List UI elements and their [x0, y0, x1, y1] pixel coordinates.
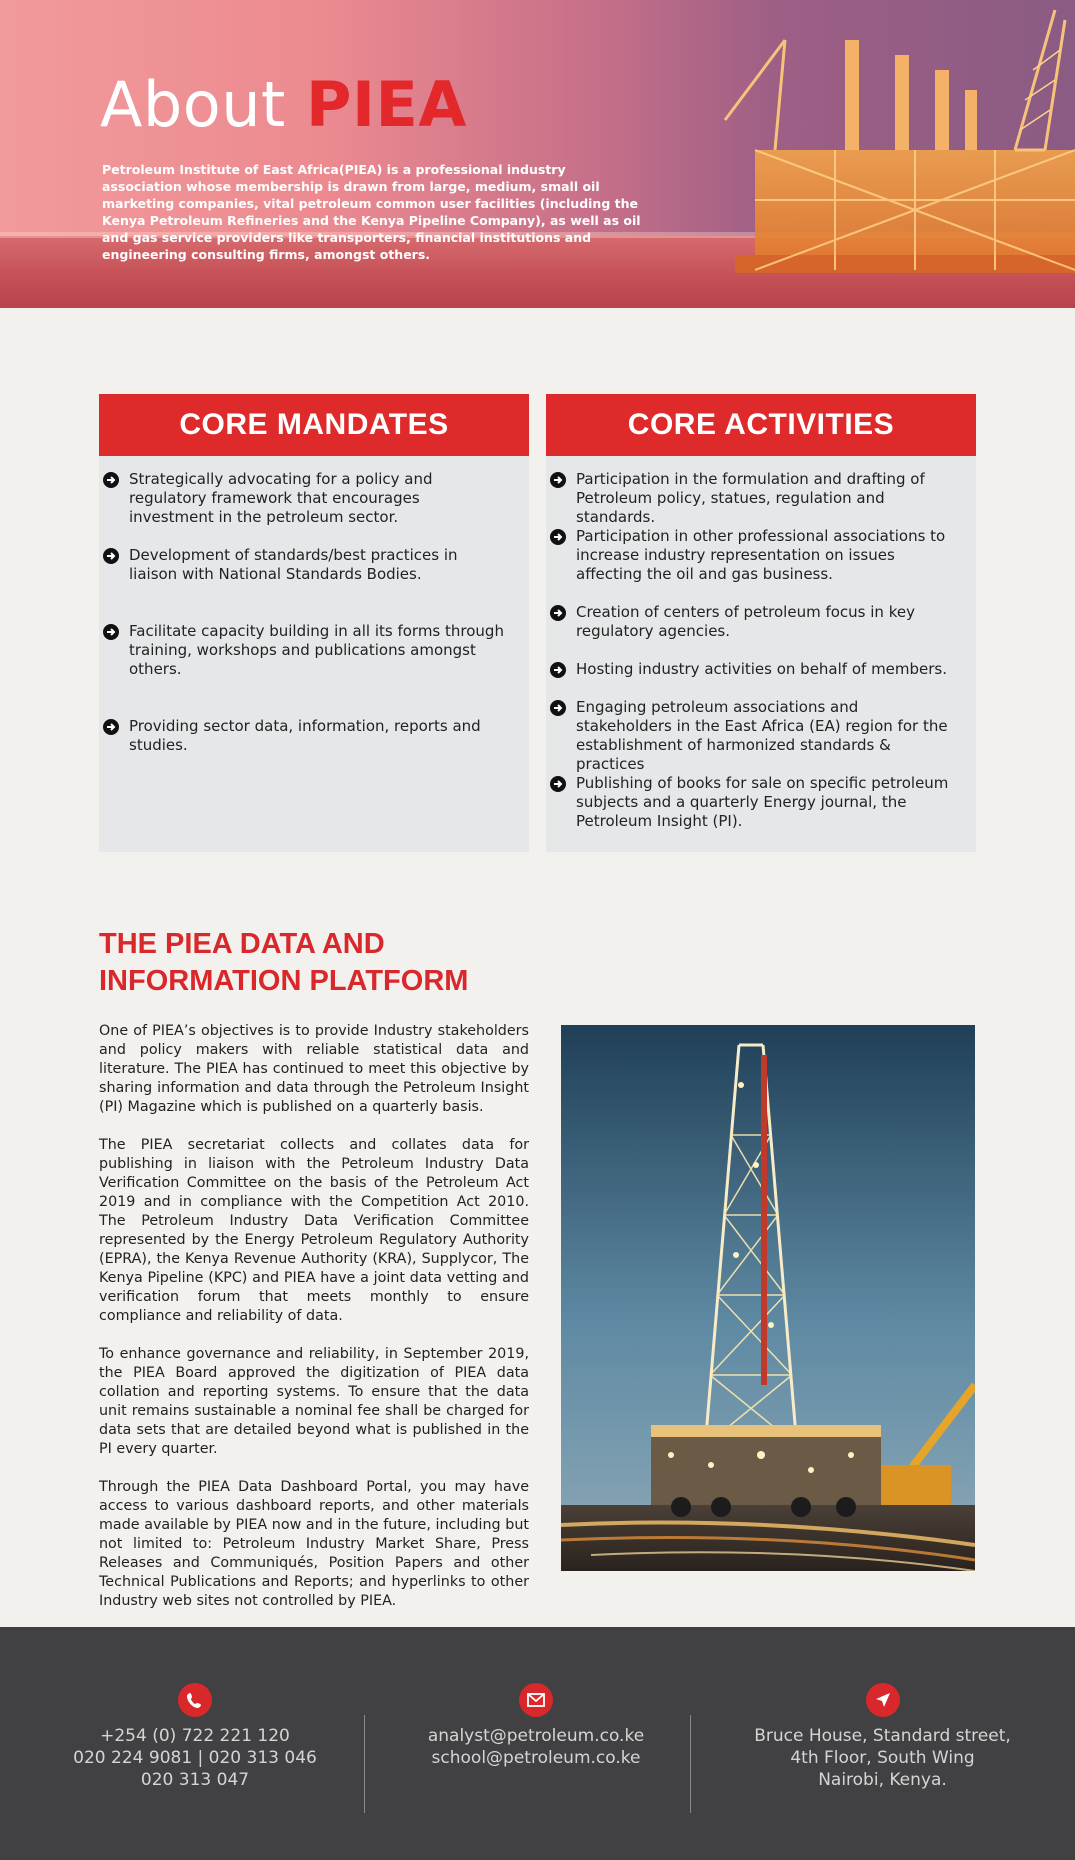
footer-divider — [364, 1715, 365, 1813]
footer-address — [720, 1683, 1045, 1791]
platform-body — [99, 1022, 529, 1630]
address-line: 4th Floor, South Wing — [790, 1748, 975, 1768]
envelope-icon — [519, 1683, 553, 1717]
offshore-rig-illustration — [715, 0, 1075, 308]
page-title: About PIEA — [100, 68, 467, 141]
core-mandates-panel — [99, 394, 529, 852]
phone-number[interactable]: 020 224 9081 | 020 313 046 — [73, 1748, 317, 1768]
address-line: Bruce House, Standard street, — [754, 1726, 1011, 1746]
phone-number[interactable]: +254 (0) 722 221 120 — [100, 1726, 290, 1746]
arrow-circle-icon — [550, 700, 566, 716]
core-activities-panel — [546, 394, 976, 852]
brand-name: PIEA — [306, 68, 467, 141]
email-link[interactable]: analyst@petroleum.co.ke — [427, 1726, 645, 1746]
arrow-circle-icon — [103, 548, 119, 564]
hero-banner — [0, 0, 1075, 308]
drilling-rig-photo — [561, 1025, 975, 1571]
list-item: Participation in the formulation and drafting of Petroleum policy, statues, regulation and standards. — [576, 470, 951, 527]
arrow-circle-icon — [550, 605, 566, 621]
arrow-circle-icon — [550, 662, 566, 678]
paragraph: To enhance governance and reliability, in September 2019, the PIEA Board approved the digitization of PIEA data collation and reporting systems. To ensure that the data unit remains sustainable a nominal fee shall be charged for data sets that are detailed beyond what is published in the PI every quarter. — [99, 1346, 529, 1457]
list-item: Providing sector data, information, reports and studies. — [129, 717, 504, 755]
footer-divider — [690, 1715, 691, 1813]
phone-number[interactable]: 020 313 047 — [140, 1770, 250, 1790]
core-activities-title: CORE ACTIVITIES — [546, 394, 976, 456]
arrow-circle-icon — [103, 472, 119, 488]
hero-description: Petroleum Institute of East Africa(PIEA) is a professional industry association whose membership is drawn from large, medium, small oil marketing companies, vital petroleum common user facilities (including the Kenya Petroleum Refineries and the Kenya Pipeline Company), as well as oil and gas service providers like transporters, financial institutions and engineering consulting firms, amongst others. — [102, 162, 641, 262]
footer-email — [380, 1683, 692, 1769]
arrow-circle-icon — [550, 529, 566, 545]
footer-phone — [40, 1683, 350, 1791]
arrow-circle-icon — [103, 624, 119, 640]
arrow-circle-icon — [550, 776, 566, 792]
arrow-circle-icon — [103, 719, 119, 735]
phone-icon — [178, 1683, 212, 1717]
list-item: Facilitate capacity building in all its forms through training, workshops and publications amongst others. — [129, 622, 504, 679]
list-item: Hosting industry activities on behalf of members. — [576, 660, 951, 679]
arrow-circle-icon — [550, 472, 566, 488]
list-item: Creation of centers of petroleum focus in key regulatory agencies. — [576, 603, 951, 641]
address-line: Nairobi, Kenya. — [818, 1770, 947, 1790]
core-mandates-title: CORE MANDATES — [99, 394, 529, 456]
list-item: Publishing of books for sale on specific petroleum subjects and a quarterly Energy journal, the Petroleum Insight (PI). — [576, 774, 951, 831]
list-item: Strategically advocating for a policy and regulatory framework that encourages investment in the petroleum sector. — [129, 470, 504, 527]
paragraph: Through the PIEA Data Dashboard Portal, you may have access to various dashboard reports, and other materials made available by PIEA now and in the future, including but not limited to: Petroleum Industry Market Share, Press Releases and Communiqués, Position Papers and other Technical Publications and Reports; and hyperlinks to other Industry web sites not controlled by PIEA. — [99, 1479, 529, 1609]
list-item: Engaging petroleum associations and stakeholders in the East Africa (EA) region for the establishment of harmonized standards & practices — [576, 698, 951, 774]
list-item: Development of standards/best practices in liaison with National Standards Bodies. — [129, 546, 504, 584]
location-arrow-icon — [866, 1683, 900, 1717]
email-link[interactable]: school@petroleum.co.ke — [431, 1748, 641, 1768]
platform-title: THE PIEA DATA AND INFORMATION PLATFORM — [99, 928, 469, 997]
footer — [0, 1627, 1075, 1860]
paragraph: The PIEA secretariat collects and collates data for publishing in liaison with the Petroleum Industry Data Verification Committee on the basis of the Petroleum Act 2019 and in compliance with the Competition Act 2010. The Petroleum Industry Data Verification Committee represented by the Energy Petroleum Regulatory Authority (EPRA), the Kenya Revenue Authority (KRA), Supplycor, The Kenya Pipeline (KPC) and PIEA have a joint data vetting and verification forum that meets monthly to ensure compliance and reliability of data. — [99, 1137, 529, 1324]
paragraph: One of PIEA’s objectives is to provide Industry stakeholders and policy makers with reliable statistical data and literature. The PIEA has continued to meet this objective by sharing information and data through the Petroleum Insight (PI) Magazine which is published on a quarterly basis. — [99, 1023, 529, 1115]
list-item: Participation in other professional associations to increase industry representation on issues affecting the oil and gas business. — [576, 527, 951, 584]
